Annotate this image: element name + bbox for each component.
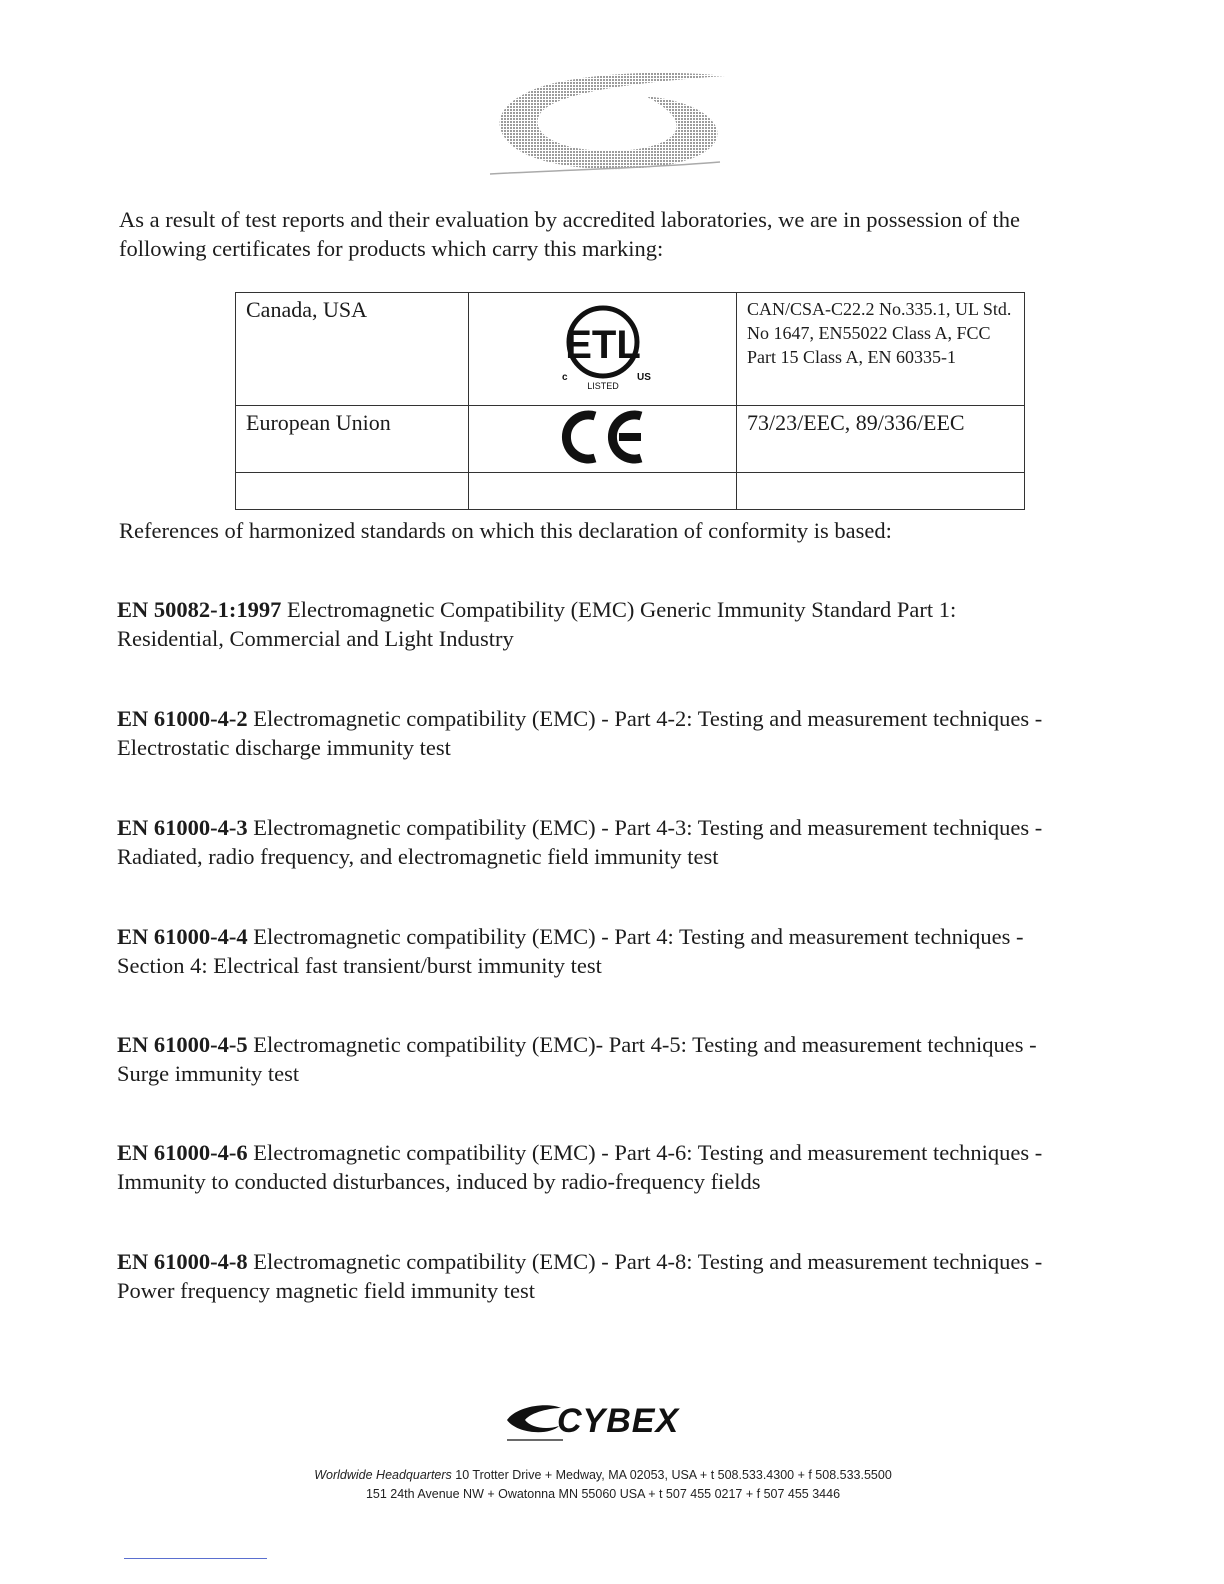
- standard-title: Electromagnetic compatibility (EMC) - Part 4-6: Testing and measurement techniques -: [247, 1140, 1043, 1165]
- standard-code: EN 61000-4-2: [117, 706, 248, 731]
- standard-title: Electromagnetic compatibility (EMC) - Part 4: Testing and measurement techniques -: [247, 924, 1024, 949]
- mark-cell: [469, 406, 737, 473]
- standard-title: Electromagnetic compatibility (EMC)- Part 4-5: Testing and measurement techniques -: [247, 1032, 1037, 1057]
- standard-title-cont: Immunity to conducted disturbances, induced by radio-frequency fields: [117, 1169, 761, 1194]
- standard-entry: [117, 1030, 1107, 1088]
- standard-title-cont: Section 4: Electrical fast transient/burst immunity test: [117, 953, 602, 978]
- standards-cell: 73/23/EEC, 89/336/EEC: [737, 406, 1025, 473]
- standard-title-cont: Surge immunity test: [117, 1061, 300, 1086]
- standard-entry: [117, 813, 1107, 871]
- standard-entry: [117, 922, 1107, 980]
- region-cell: Canada, USA: [236, 293, 469, 406]
- table-row: [236, 473, 1025, 510]
- standard-title: Electromagnetic compatibility (EMC) - Part 4-8: Testing and measurement techniques -: [247, 1249, 1043, 1274]
- etl-listed-text: LISTED: [586, 381, 619, 391]
- standard-code: EN 61000-4-5: [117, 1032, 248, 1057]
- standard-entry: [117, 1247, 1107, 1305]
- standard-code: EN 61000-4-6: [117, 1140, 248, 1165]
- ce-mark-icon: [557, 408, 649, 464]
- divider: [124, 1558, 267, 1559]
- intro-paragraph: As a result of test reports and their evaluation by accredited laboratories, we are in possession of the following certificates for products which carry this marking:: [119, 207, 1020, 261]
- mark-cell: [469, 473, 737, 510]
- footer-line-2: 151 24th Avenue NW + Owatonna MN 55060 USA + t 507 455 0217 + f 507 455 3446: [365, 1487, 841, 1501]
- standard-code: EN 61000-4-4: [117, 924, 248, 949]
- standard-title-cont: Radiated, radio frequency, and electromagnetic field immunity test: [117, 844, 719, 869]
- certificates-table: [235, 292, 1025, 510]
- footer: [0, 1466, 1206, 1504]
- standards-cell: CAN/CSA-C22.2 No.335.1, UL Std. No 1647, EN55022 Class A, FCC Part 15 Class A, EN 60335-1: [737, 293, 1025, 406]
- hq-address: 10 Trotter Drive + Medway, MA 02053, USA + t 508.533.4300 + f 508.533.5500: [451, 1468, 892, 1482]
- standard-code: EN 61000-4-8: [117, 1249, 248, 1274]
- standard-entry: [117, 704, 1107, 762]
- etl-listed-mark-icon: [543, 298, 663, 394]
- standard-code: EN 61000-4-3: [117, 815, 248, 840]
- standard-title-cont: Electrostatic discharge immunity test: [117, 735, 451, 760]
- standard-title-cont: Residential, Commercial and Light Industry: [117, 626, 514, 651]
- etl-us-text: US: [636, 372, 651, 383]
- etl-c-text: c: [561, 372, 568, 383]
- hq-label: Worldwide Headquarters: [314, 1468, 452, 1482]
- standard-title-cont: Power frequency magnetic field immunity test: [117, 1278, 536, 1303]
- standard-entry: [117, 595, 1107, 653]
- cybex-swoosh-logo-icon: [480, 70, 732, 182]
- standard-title: Electromagnetic compatibility (EMC) - Part 4-2: Testing and measurement techniques -: [247, 706, 1043, 731]
- table-row: [236, 293, 1025, 406]
- standards-cell: [737, 473, 1025, 510]
- region-cell: [236, 473, 469, 510]
- brand-name: CYBEX: [557, 1402, 680, 1440]
- footer-line-1: [0, 1466, 1206, 1485]
- cybex-logo-icon: [503, 1398, 715, 1444]
- mark-cell: [469, 293, 737, 406]
- standard-title: Electromagnetic Compatibility (EMC) Generic Immunity Standard Part 1:: [281, 597, 957, 622]
- references-intro: References of harmonized standards on which this declaration of conformity is based:: [119, 518, 892, 543]
- etl-text: ETL: [564, 323, 641, 367]
- region-cell: European Union: [236, 406, 469, 473]
- table-row: [236, 406, 1025, 473]
- standard-title: Electromagnetic compatibility (EMC) - Part 4-3: Testing and measurement techniques -: [247, 815, 1043, 840]
- standard-entry: [117, 1138, 1107, 1196]
- standard-code: EN 50082-1:1997: [117, 597, 282, 622]
